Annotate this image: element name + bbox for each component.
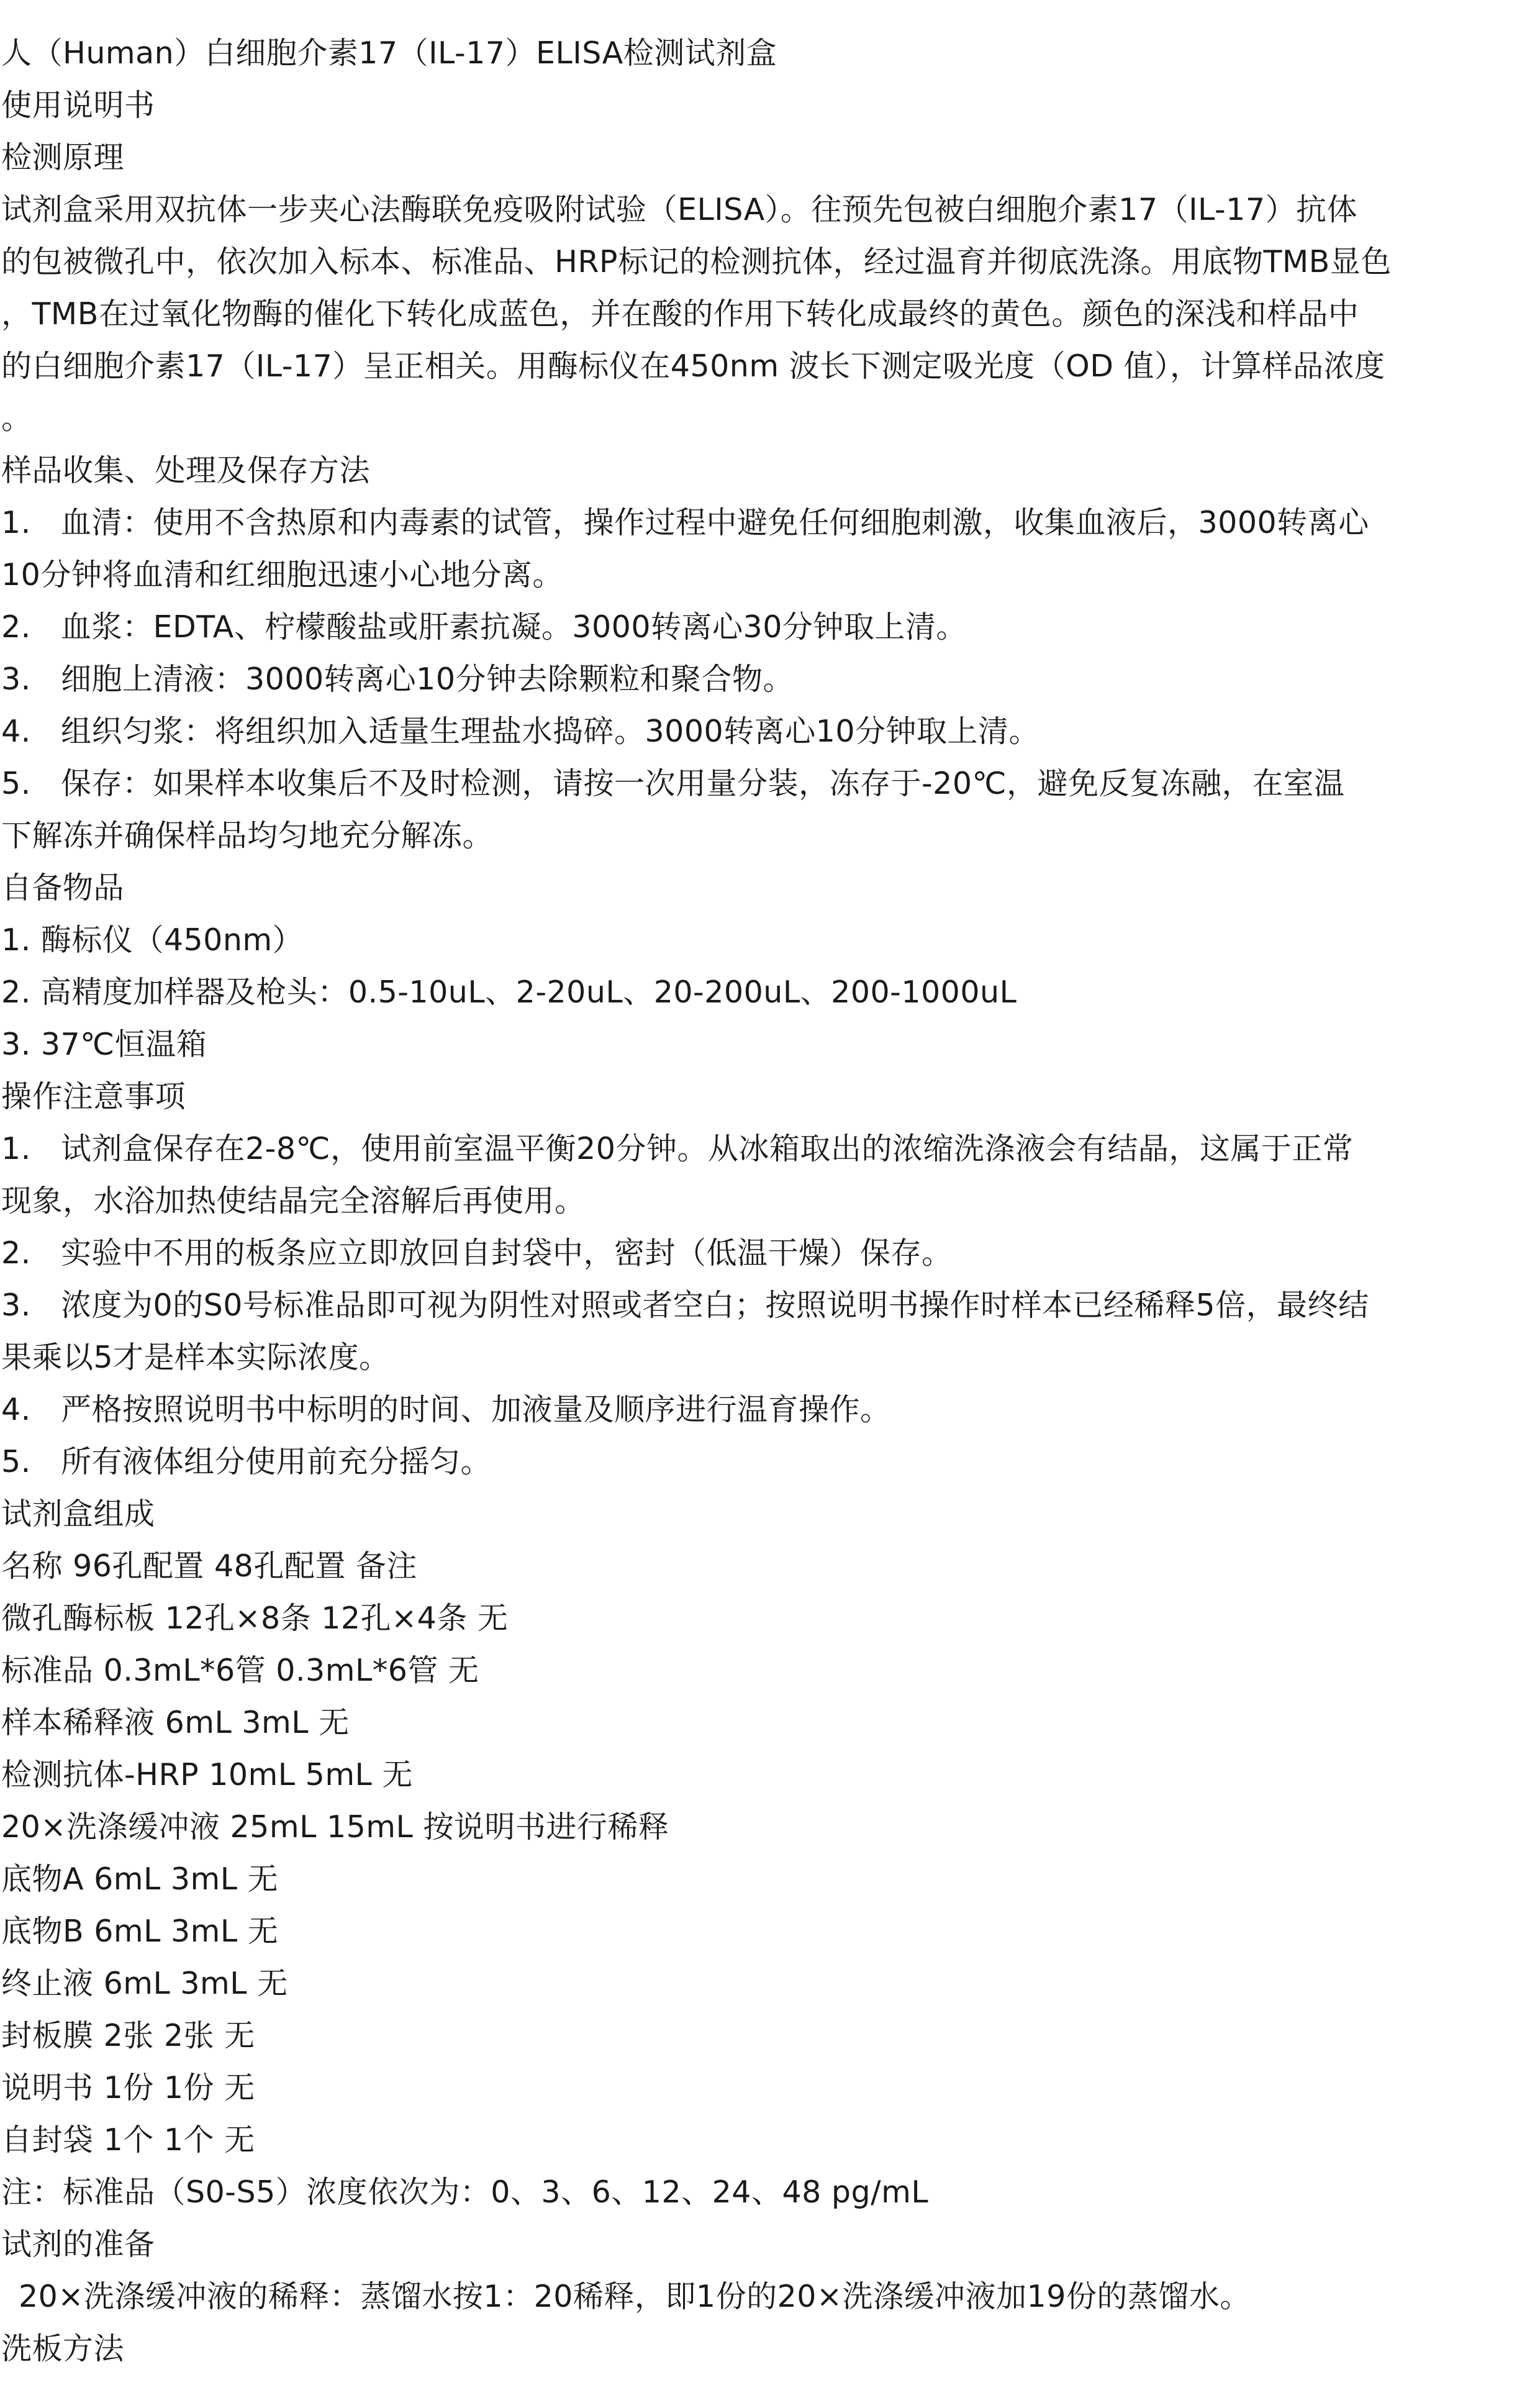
list-item: 1. 试剂盒保存在2-8℃，使用前室温平衡20分钟。从冰箱取出的浓缩洗涤液会有结晶，这属于正常 [1,1131,1354,1166]
paragraph-line: 20×洗涤缓冲液的稀释：蒸馏水按1：20稀释，即1份的20×洗涤缓冲液加19份的蒸馏水。 [19,2279,1251,2314]
document-subtitle: 使用说明书 [1,88,155,123]
list-item-continuation: 现象，水浴加热使结晶完全溶解后再使用。 [1,1183,586,1219]
list-item: 3. 浓度为0的S0号标准品即可视为阴性对照或者空白；按照说明书操作时样本已经稀释5倍，最终结 [1,1288,1369,1323]
list-item-continuation: 下解冻并确保样品均匀地充分解冻。 [1,818,494,853]
kit-table-header: 名称 96孔配置 48孔配置 备注 [1,1548,417,1584]
list-item: 3. 细胞上清液：3000转离心10分钟去除颗粒和聚合物。 [1,661,794,697]
kit-table-row: 20×洗涤缓冲液 25mL 15mL 按说明书进行稀释 [1,1809,669,1845]
section-heading-reagent-prep: 试剂的准备 [1,2227,155,2262]
document-title: 人（Human）白细胞介素17（IL-17）ELISA检测试剂盒 [1,35,777,71]
list-item: 3. 37℃恒温箱 [1,1027,207,1062]
kit-table-row: 自封袋 1个 1个 无 [1,2122,255,2158]
kit-table-row: 封板膜 2张 2张 无 [1,2018,255,2053]
kit-table-row: 终止液 6mL 3mL 无 [1,1966,288,2001]
kit-table-row: 底物A 6mL 3mL 无 [1,1861,279,1897]
list-item-continuation: 果乘以5才是样本实际浓度。 [1,1340,390,1375]
paragraph-line: 。 [1,401,32,436]
list-item: 2. 高精度加样器及枪头：0.5-10uL、2-20uL、20-200uL、200-1000uL [1,974,1017,1010]
section-heading-wash: 洗板方法 [1,2331,125,2366]
list-item: 4. 严格按照说明书中标明的时间、加液量及顺序进行温育操作。 [1,1392,891,1427]
list-item: 1. 血清：使用不含热原和内毒素的试管，操作过程中避免任何细胞刺激，收集血液后，3000转离心 [1,505,1369,540]
kit-table-row: 检测抗体-HRP 10mL 5mL 无 [1,1757,413,1792]
kit-table-row: 标准品 0.3mL*6管 0.3mL*6管 无 [1,1653,479,1688]
section-heading-principle: 检测原理 [1,140,125,175]
section-heading-kit: 试剂盒组成 [1,1496,155,1532]
kit-note: 注：标准品（S0-S5）浓度依次为：0、3、6、12、24、48 pg/mL [1,2174,929,2210]
list-item: 2. 实验中不用的板条应立即放回自封袋中，密封（低温干燥）保存。 [1,1235,953,1271]
kit-table-row: 微孔酶标板 12孔×8条 12孔×4条 无 [1,1601,509,1636]
list-item-continuation: 10分钟将血清和红细胞迅速小心地分离。 [1,557,563,593]
paragraph-line: 试剂盒采用双抗体一步夹心法酶联免疫吸附试验（ELISA）。往预先包被白细胞介素17（IL-17）抗体 [1,192,1358,227]
document-body [1,27,1535,2375]
paragraph-line: 的包被微孔中，依次加入标本、标准品、HRP标记的检测抗体，经过温育并彻底洗涤。用底物TMB显色 [1,244,1392,279]
paragraph-line: 的白细胞介素17（IL-17）呈正相关。用酶标仪在450nm 波长下测定吸光度（OD 值），计算样品浓度 [1,348,1385,384]
section-heading-materials: 自备物品 [1,870,125,906]
section-heading-sample: 样品收集、处理及保存方法 [1,453,371,488]
list-item: 1. 酶标仪（450nm） [1,922,304,958]
list-item: 2. 血浆：EDTA、柠檬酸盐或肝素抗凝。3000转离心30分钟取上清。 [1,609,967,645]
list-item: 5. 所有液体组分使用前充分摇匀。 [1,1444,491,1479]
section-heading-notes: 操作注意事项 [1,1079,186,1114]
kit-table-row: 底物B 6mL 3mL 无 [1,1914,279,1949]
list-item: 5. 保存：如果样本收集后不及时检测，请按一次用量分装，冻存于-20℃，避免反复冻融，在室温 [1,766,1345,801]
kit-table-row: 说明书 1份 1份 无 [1,2070,255,2106]
kit-table-row: 样本稀释液 6mL 3mL 无 [1,1705,350,1740]
list-item: 4. 组织匀浆：将组织加入适量生理盐水捣碎。3000转离心10分钟取上清。 [1,714,1040,749]
paragraph-line: ，TMB在过氧化物酶的催化下转化成蓝色，并在酸的作用下转化成最终的黄色。颜色的深浅和样品中 [1,296,1359,332]
